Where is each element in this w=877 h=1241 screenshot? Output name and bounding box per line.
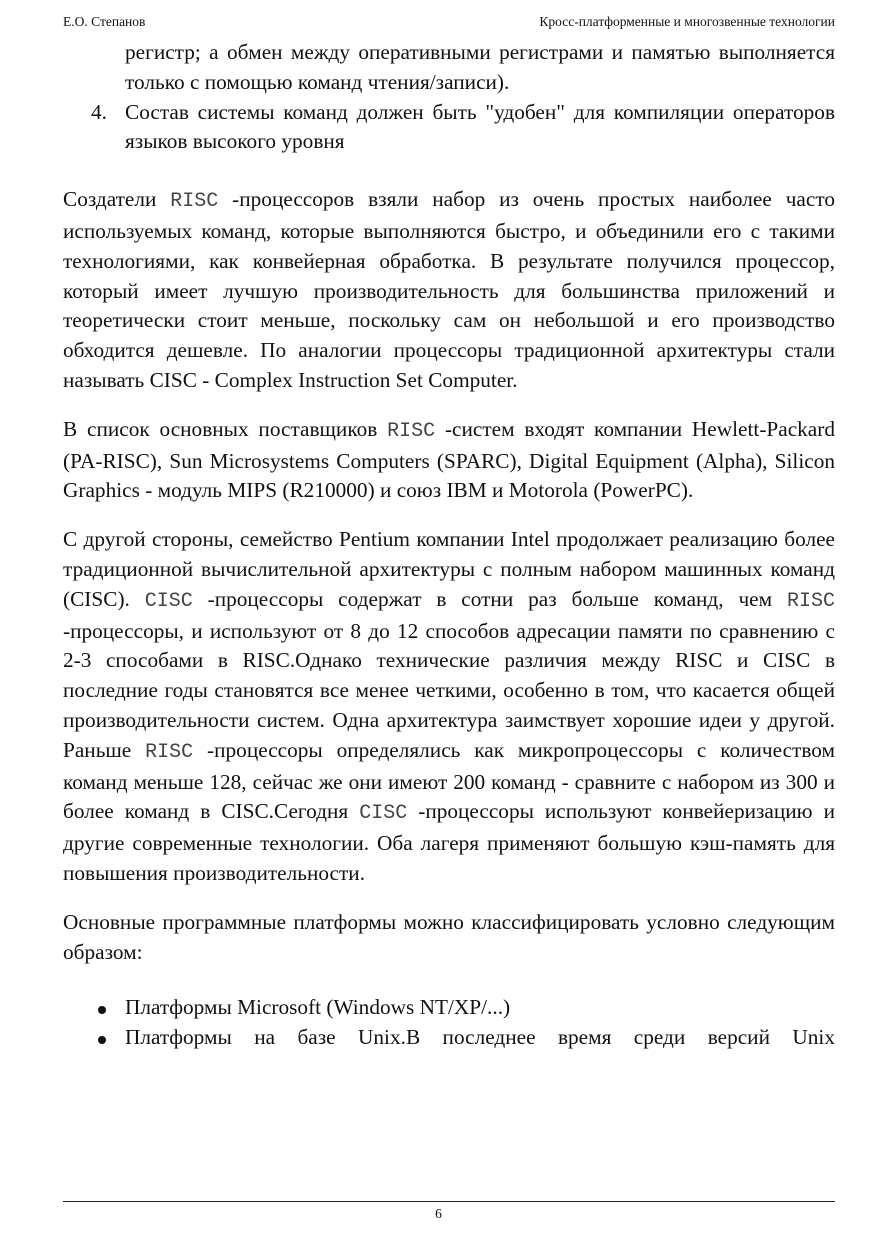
code-term: RISC [145,740,194,764]
header-title: Кросс-платформенные и многозвенные технологии [539,14,835,29]
paragraph-platforms-intro: Основные программные платформы можно классифицировать условно следующим образом: [63,909,835,964]
bullet-item-microsoft [63,993,835,1023]
bullet-icon [98,1036,106,1044]
paragraph-risc-vendors [63,415,835,506]
bullet-list [63,993,835,1053]
paragraph-risc-creators [63,185,835,396]
text-run: -процессоров взяли набор из очень простых наиболее часто используемых команд, которые выполняются быстро, и объединили его с такими технологиями, как конвейерная обработка. В результате получился процессор, который имеет лучшую производительность для большинства приложений и теоретически стоит меньше, поскольку сам он небольшой и его производство обходится дешевле. По аналогии процессоры традиционной архитектуры стали называть CISC - Complex Instruction Set Computer. [63,187,835,392]
code-term: CISC [359,802,408,826]
text-run: В список основных поставщиков [63,416,388,441]
footer-divider [63,1201,835,1202]
text-run: -процессоры, и используют от 8 до 12 способов адресации памяти по сравнению с 2-3 способами в RISC.Однако технические различия между RISC и CISC в последние годы становятся все менее четкими, особенно в том, что касается общей производительности систем. Одна архитектура заимствует хорошие идеи у другой. Раньше [63,618,835,762]
page-body [63,38,835,1053]
bullet-text: Платформы на базе Unix.В последнее время среди версий Unix [125,1025,835,1050]
list-item-number: 4. [91,99,107,124]
list-item-continued [63,38,835,98]
list-item-4 [63,98,835,158]
list-item-text: Состав системы команд должен быть "удобен" для компиляции операторов языков высокого уровня [125,99,835,154]
bullet-icon [98,1006,106,1014]
text-run: Создатели [63,187,171,212]
bullet-text: Платформы Microsoft (Windows NT/XP/...) [125,995,511,1020]
text-run: -процессоры используют конвейеризацию и другие современные технологии. Оба лагеря применяют большую кэш-память для повышения производительности. [63,799,835,885]
code-term: CISC [144,589,193,613]
list-item-text: регистр; а обмен между оперативными регистрами и памятью выполняется только с помощью команд чтения/записи). [125,40,835,94]
header-author: Е.О. Степанов [63,14,146,29]
bullet-item-unix [63,1023,835,1053]
paragraph-cisc-comparison [63,525,835,889]
code-term: RISC [786,589,835,613]
text-run: С другой стороны, семейство Pentium компании Intel продолжает реализацию более традиционной вычислительной архитектуры с полным набором машинных команд (CISC). [63,527,835,611]
text-run: -процессоры определялись как микропроцессоры с количеством команд меньше 128, сейчас же они имеют 200 команд - сравните с набором из 300 и более команд в CISC.Сегодня [63,737,835,824]
text-run: -процессоры содержат в сотни раз больше команд, чем [192,586,787,611]
page-number: 6 [435,1206,442,1221]
code-term: RISC [170,190,219,214]
page-header [63,14,835,36]
text-run: -систем входят компании Hewlett-Packard (PA-RISC), Sun Microsystems Computers (SPARC), Digital Equipment (Alpha), Silicon Graphics - модуль MIPS (R210000) и союз IBM и Motorola (PowerPC). [63,416,835,503]
code-term: RISC [387,419,436,443]
